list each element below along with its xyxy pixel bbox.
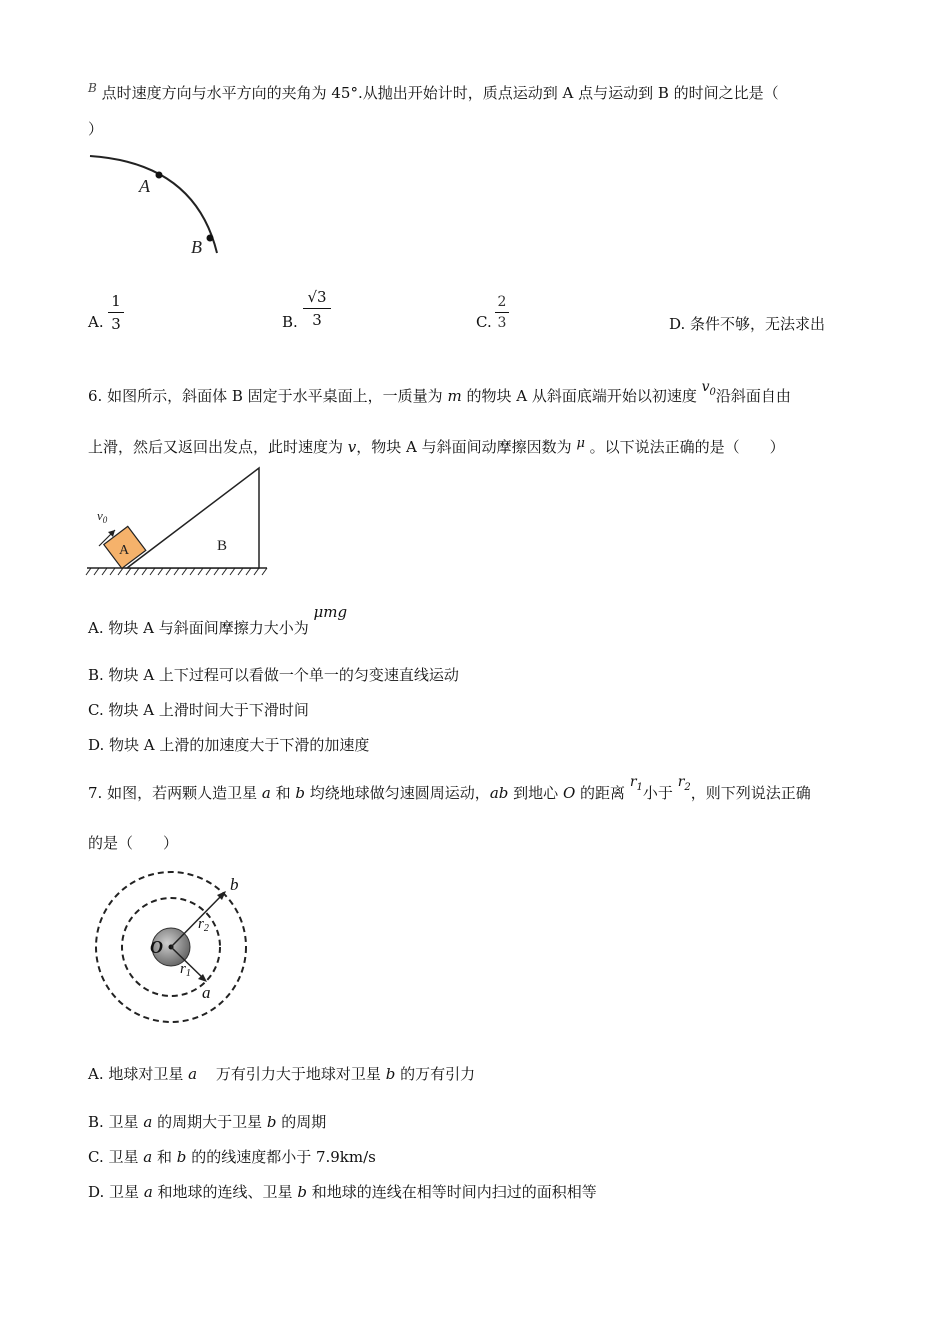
q7-option-text: 的万有引力 (400, 1065, 476, 1083)
q7-option-var: b (297, 1183, 307, 1201)
r2-symbol: r (677, 774, 685, 790)
q7-option-text: D. 卫星 (88, 1183, 140, 1201)
label-b: b (230, 875, 239, 894)
q7-option-var: a (143, 1113, 153, 1131)
r2-subscript: 2 (684, 781, 691, 793)
q7-text: 的距离 (580, 784, 626, 802)
q6-var-v0 (701, 379, 716, 398)
fraction-bar (108, 312, 124, 313)
q6-incline-figure (85, 462, 275, 582)
label-a: a (202, 983, 211, 1002)
fraction-bar (495, 312, 509, 313)
q7-orbit-figure (90, 868, 260, 1028)
q5-option-a-prefix: A. (88, 313, 104, 331)
q7-option-text: 和地球的连线在相等时间内扫过的面积相等 (311, 1183, 597, 1201)
v-symbol: v (701, 379, 710, 395)
incline-body (127, 468, 259, 568)
q7-text: 到地心 (513, 784, 559, 802)
q7-option-var: a (143, 1148, 153, 1166)
q7-option-var: b (385, 1065, 396, 1083)
denominator: 3 (497, 315, 507, 331)
q5-option-c-prefix: C. (476, 313, 492, 331)
block-label: A (119, 543, 130, 558)
q6-text: 上滑，然后又返回出发点，此时速度为 (88, 438, 344, 456)
velocity-label: $v_0$ (97, 508, 108, 525)
r1-symbol: r (629, 774, 637, 790)
q7-option-text: 的的线速度都小于 7.9km/s (191, 1148, 376, 1166)
q7-var-o: O (562, 784, 576, 802)
q6-text: 。以下说法正确的是（ ） (589, 438, 785, 456)
q7-option-var: b (266, 1113, 277, 1131)
denominator: 3 (312, 311, 322, 329)
numerator: 2 (497, 294, 507, 310)
q7-text: 7. 如图，若两颗人造卫星 (88, 784, 258, 802)
q5-option-c-fraction (495, 294, 509, 331)
fraction-bar (303, 308, 331, 309)
q7-var-a: a (261, 784, 271, 802)
q7-option-text: 的周期大于卫星 (157, 1113, 263, 1131)
q5-stem-line2: ） (88, 120, 104, 138)
q6-var-mu: μ (576, 436, 585, 451)
q7-option-b (88, 1111, 326, 1132)
q7-option-text: 万有引力大于地球对卫星 (215, 1065, 381, 1083)
q6-option-c: C. 物块 A 上滑时间大于下滑时间 (88, 701, 309, 719)
numerator: √3 (307, 288, 327, 306)
q5-stem-line1 (88, 82, 779, 103)
q5-option-b-prefix: B. (282, 313, 298, 331)
q7-option-var: a (143, 1183, 153, 1201)
label-o: O (150, 937, 163, 957)
q7-stem-line1 (88, 774, 811, 805)
point-a-dot (156, 172, 163, 179)
q6-var-m: m (447, 387, 462, 405)
q7-option-text: B. 卫星 (88, 1113, 139, 1131)
denominator: 3 (111, 315, 121, 333)
q7-var-ab: ab (489, 784, 509, 802)
q5-option-b-fraction (303, 288, 331, 329)
q6-stem-line1 (88, 379, 791, 408)
ground-hatch (86, 568, 267, 575)
q6-text: 沿斜面自由 (715, 387, 791, 405)
q7-option-d (88, 1181, 597, 1202)
q7-text: 和 (275, 784, 291, 802)
point-a-label: A (139, 176, 150, 196)
q7-option-text: 的周期 (281, 1113, 327, 1131)
q6-option-a-text: A. 物块 A 与斜面间摩擦力大小为 (88, 619, 309, 637)
q7-var-r2 (677, 774, 691, 793)
q7-option-c (88, 1146, 376, 1167)
q5-option-a-fraction (108, 292, 124, 333)
q7-var-b: b (295, 784, 306, 802)
q6-text: ，物块 A 与斜面间动摩擦因数为 (356, 438, 572, 456)
v-subscript: 0 (709, 386, 716, 398)
incline-label: B (217, 538, 228, 554)
q5-trajectory-figure (85, 148, 235, 263)
q6-stem-line2 (88, 436, 785, 457)
q7-text: ，则下列说法正确 (690, 784, 811, 802)
q7-option-text: 和 (157, 1148, 173, 1166)
point-b-dot (207, 235, 214, 242)
q7-option-var: b (176, 1148, 187, 1166)
q7-var-r1 (629, 774, 643, 793)
q5-stem-text: 点时速度方向与水平方向的夹角为 45°.从抛出开始计时，质点运动到 A 点与运动到 B 的时间之比是（ (101, 84, 779, 102)
label-r1: $r_1$ (180, 961, 191, 979)
q6-text: 6. 如图所示，斜面体 B 固定于水平桌面上，一质量为 (88, 387, 443, 405)
q6-var-v: v (347, 438, 357, 456)
q6-option-b: B. 物块 A 上下过程可以看做一个单一的匀变速直线运动 (88, 666, 459, 684)
q7-option-a (88, 1063, 475, 1084)
point-b-label: B (191, 237, 202, 257)
q5-option-d: D. 条件不够，无法求出 (669, 315, 826, 333)
numerator: 1 (111, 292, 121, 310)
q6-text: 的物块 A 从斜面底端开始以初速度 (466, 387, 697, 405)
q5-lead-letter: B (88, 81, 97, 95)
q7-option-text: A. 地球对卫星 (88, 1065, 184, 1083)
q7-stem-line2: 的是（ ） (88, 834, 179, 852)
q7-option-text: 和地球的连线、卫星 (157, 1183, 293, 1201)
q7-option-text: C. 卫星 (88, 1148, 139, 1166)
label-r2: $r_2$ (198, 916, 209, 934)
r1-subscript: 1 (636, 781, 643, 793)
q6-option-a (88, 603, 348, 638)
q7-text: 小于 (642, 784, 673, 802)
q6-option-a-expr: μmg (313, 603, 348, 621)
q7-option-var: a (188, 1065, 198, 1083)
q7-text: 均绕地球做匀速圆周运动， (309, 784, 490, 802)
q6-option-d: D. 物块 A 上滑的加速度大于下滑的加速度 (88, 736, 370, 754)
